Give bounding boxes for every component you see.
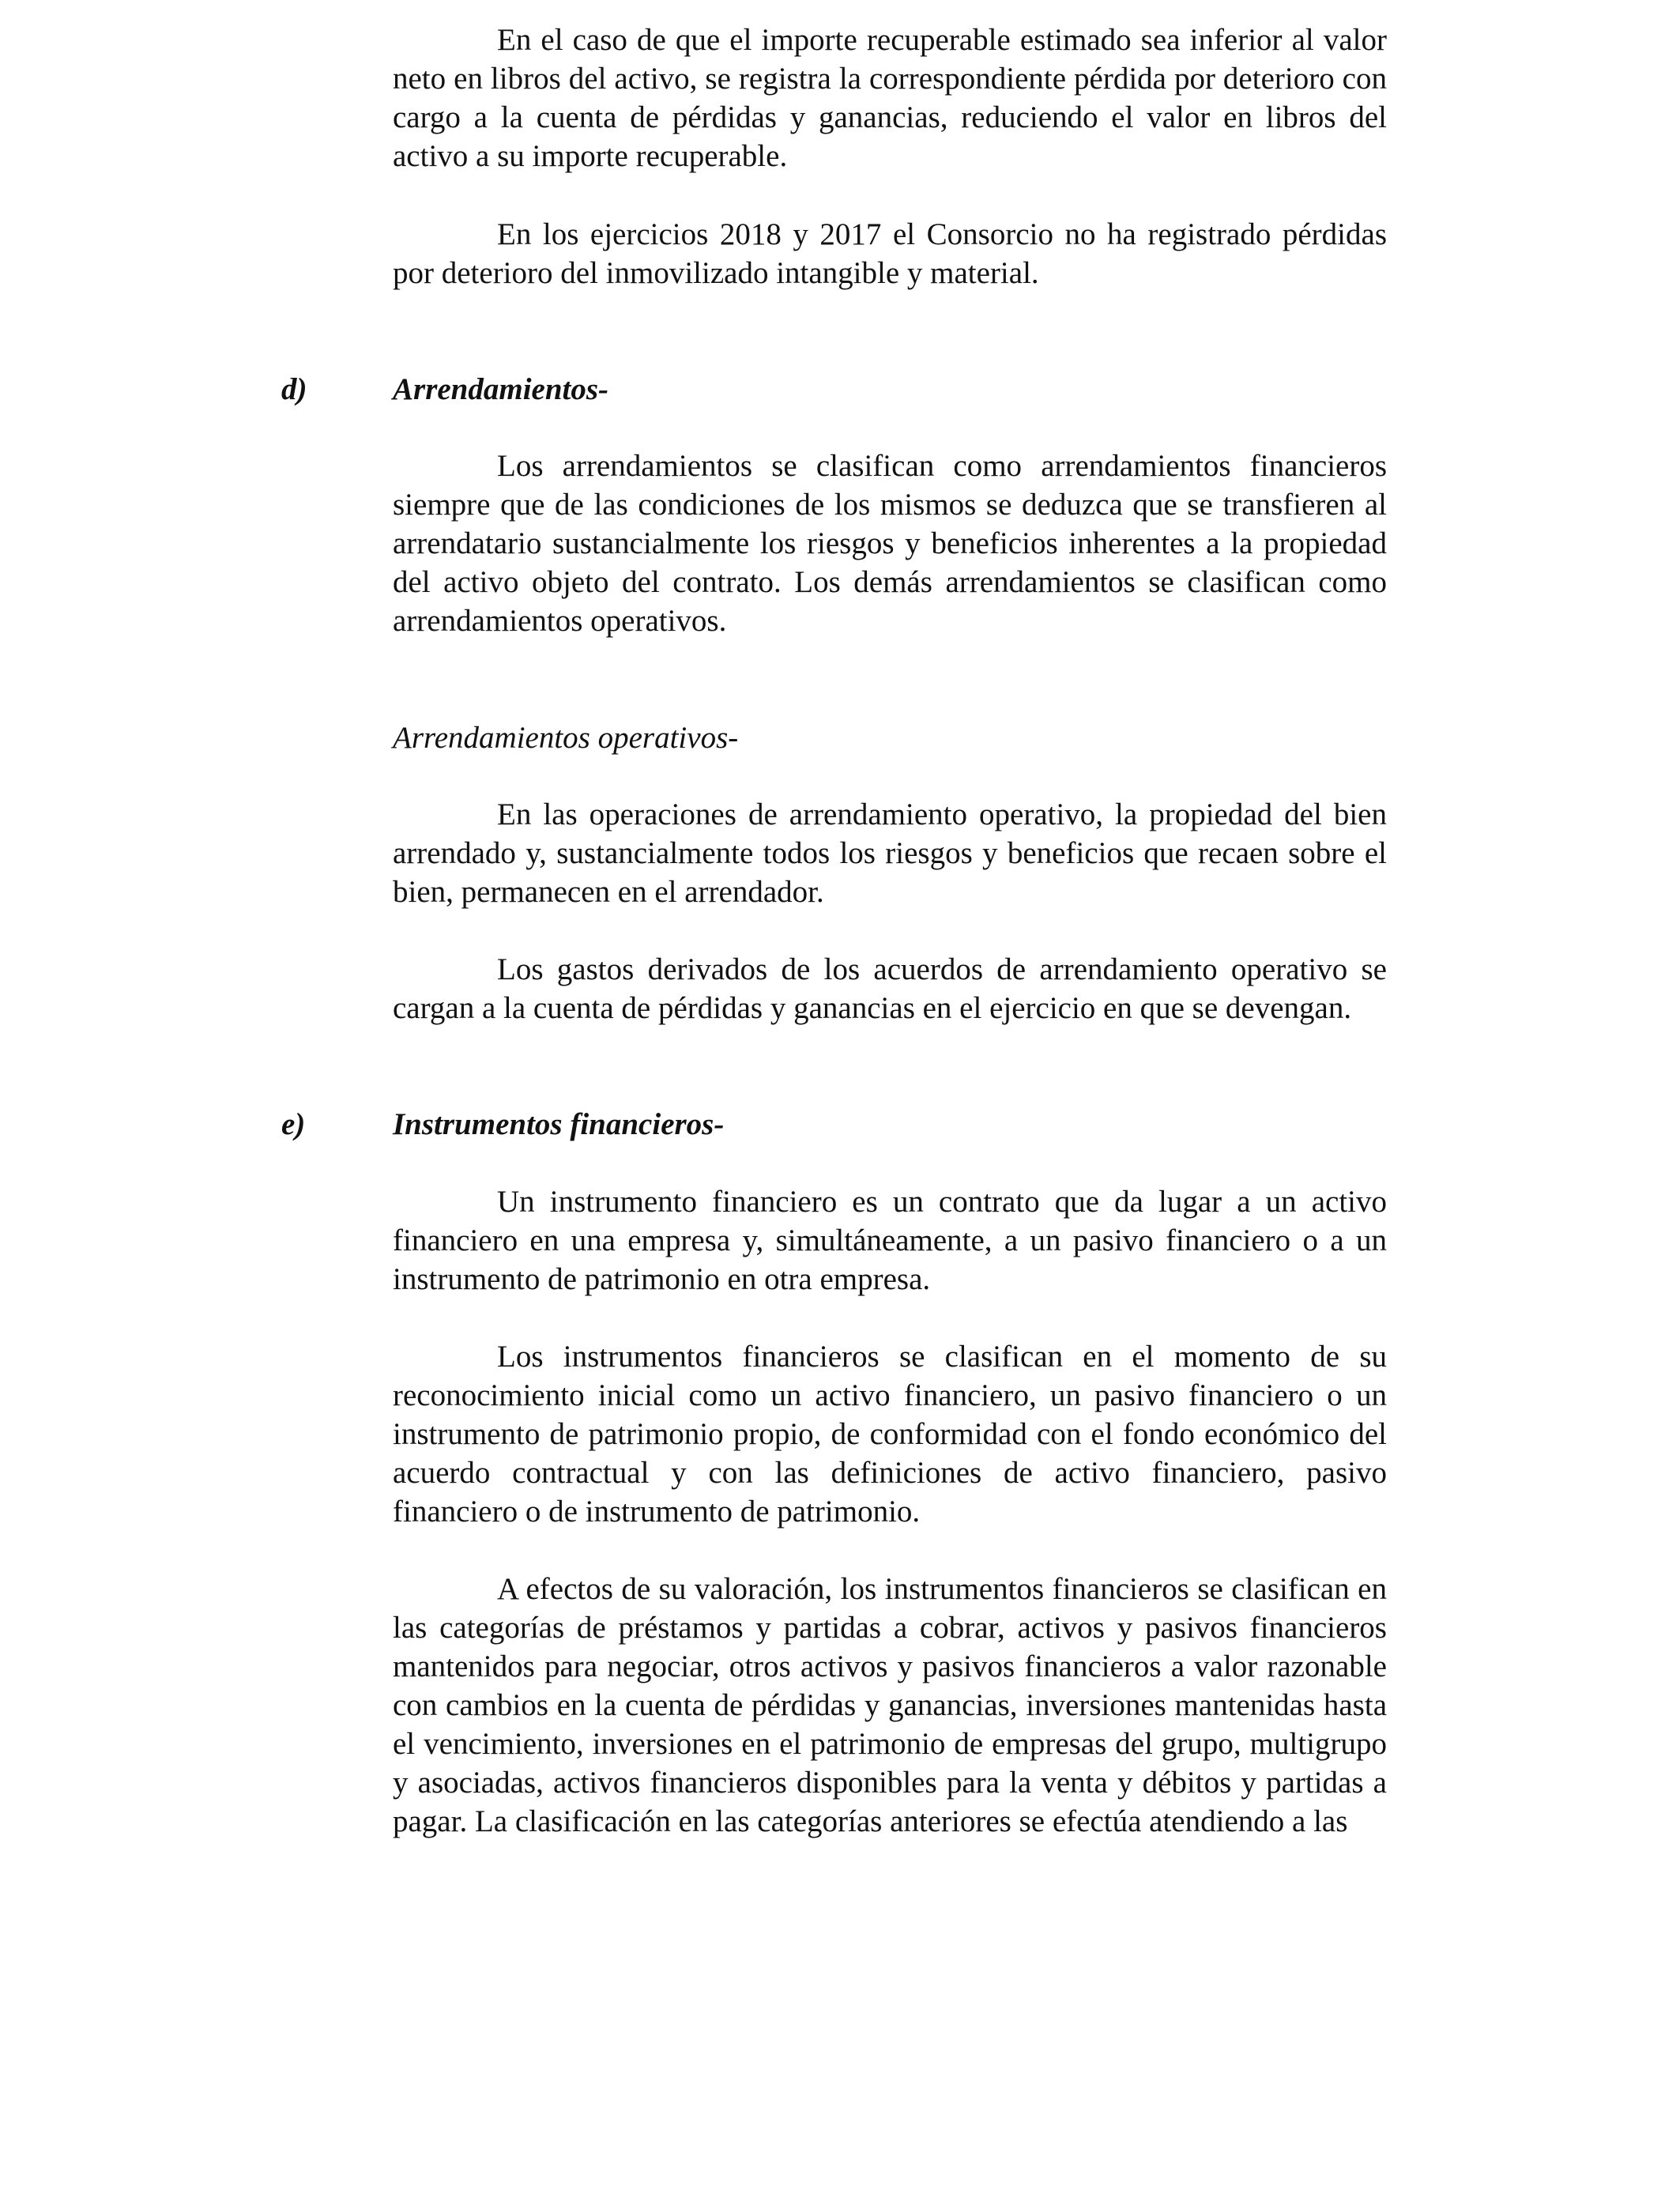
paragraph-impairment-loss: En el caso de que el importe recuperable estimado sea inferior al valor neto en libros del activo, se registra la correspondiente pérdida por deterioro con cargo a la cuenta de pérdidas y ganancias, reduciendo el valor en libros del activo a su importe recuperable. (393, 23, 1387, 173)
subsection-operating-leases-title: Arrendamientos operativos- (393, 721, 739, 755)
paragraph-no-impairment-2018-2017: En los ejercicios 2018 y 2017 el Consorcio no ha registrado pérdidas por deterioro del inmovilizado intangible y material. (393, 217, 1387, 290)
paragraph-financial-instrument-categories: A efectos de su valoración, los instrumentos financieros se clasifican en las categorías de préstamos y partidas a cobrar, activos y pasivos financieros mantenidos para negociar, otros activos y pasivos financieros a valor razonable con cambios en la cuenta de pérdidas y ganancias, inversiones mantenidas hasta el vencimiento, inversiones en el patrimonio de empresas del grupo, multigrupo y asociadas, activos financieros disponibles para la venta y débitos y partidas a pagar. La clasificación en las categorías anteriores se efectúa atendiendo a las (393, 1572, 1387, 1838)
section-d-letter: d) (281, 372, 307, 406)
paragraph-operating-lease-ownership: En las operaciones de arrendamiento operativo, la propiedad del bien arrendado y, sustancialmente todos los riesgos y beneficios que recaen sobre el bien, permanecen en el arrendador. (393, 797, 1387, 909)
section-e-letter: e) (281, 1107, 306, 1141)
section-d-title: Arrendamientos- (393, 372, 609, 406)
paragraph-financial-instrument-definition: Un instrumento financiero es un contrato que da lugar a un activo financiero en una empresa y, simultáneamente, a un pasivo financiero o a un instrumento de patrimonio en otra empresa. (393, 1185, 1387, 1296)
paragraph-financial-instrument-recognition: Los instrumentos financieros se clasifican en el momento de su reconocimiento inicial como un activo financiero, un pasivo financiero o un instrumento de patrimonio propio, de conformidad con el fondo económico del acuerdo contractual y con las definiciones de activo financiero, pasivo financiero o de instrumento de patrimonio. (393, 1340, 1387, 1529)
paragraph-lease-classification: Los arrendamientos se clasifican como arrendamientos financieros siempre que de las condiciones de los mismos se deduzca que se transfieren al arrendatario sustancialmente los riesgos y beneficios inherentes a la propiedad del activo objeto del contrato. Los demás arrendamientos se clasifican como arrendamientos operativos. (393, 449, 1387, 638)
section-e-title: Instrumentos financieros- (393, 1107, 725, 1141)
paragraph-operating-lease-expenses: Los gastos derivados de los acuerdos de arrendamiento operativo se cargan a la cuenta de pérdidas y ganancias en el ejercicio en que se devengan. (393, 952, 1387, 1025)
